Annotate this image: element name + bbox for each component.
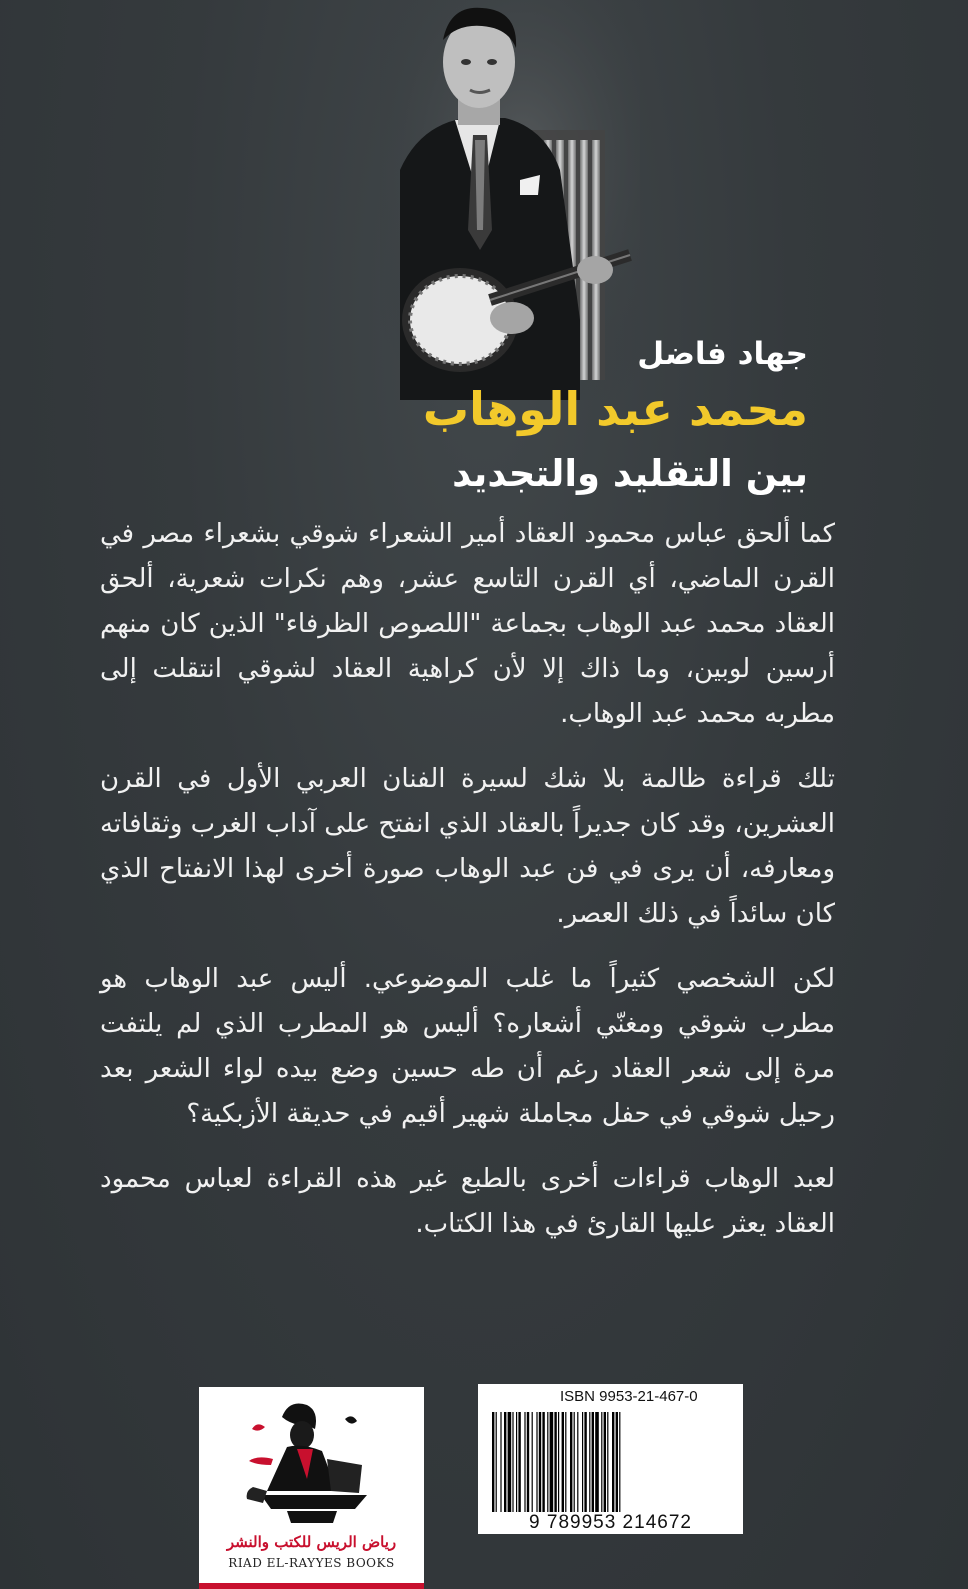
publisher-name-arabic: رياض الريس للكتب والنشر bbox=[226, 1533, 397, 1551]
blurb-text bbox=[100, 512, 835, 1267]
portrait-photo bbox=[380, 0, 640, 400]
publisher-name-latin: RIAD EL-RAYYES BOOKS bbox=[228, 1556, 395, 1570]
blurb-paragraph: كما ألحق عباس محمود العقاد أمير الشعراء شوقي بشعراء مصر في القرن الماضي، أي القرن التاسع عشر، وهم نكرات شعرية، ألحق العقاد محمد عبد الوهاب بجماعة "اللصوص الظرفاء" الذين كان منهم أرسين لوبين، وما ذاك إلا لأن كراهية العقاد لشوقي انتقلت إلى مطربه محمد عبد الوهاب. bbox=[100, 519, 835, 729]
isbn-number: ISBN 9953-21-467-0 bbox=[560, 1388, 698, 1405]
author-name: جهاد فاضل bbox=[637, 336, 808, 372]
barcode-digits: 9 789953 214672 bbox=[529, 1512, 692, 1533]
book-subtitle: بين التقليد والتجديد bbox=[452, 452, 808, 495]
publisher-emblem-icon bbox=[227, 1399, 387, 1529]
publisher-strip bbox=[199, 1583, 424, 1589]
barcode-label bbox=[478, 1384, 743, 1534]
book-title: محمد عبد الوهاب bbox=[422, 382, 808, 436]
blurb-paragraph: لعبد الوهاب قراءات أخرى بالطبع غير هذه القراءة لعباس محمود العقاد يعثر عليها القارئ في هذا الكتاب. bbox=[100, 1164, 835, 1239]
publisher-logo bbox=[199, 1387, 424, 1589]
barcode-icon bbox=[492, 1412, 732, 1512]
blurb-paragraph: لكن الشخصي كثيراً ما غلب الموضوعي. أليس عبد الوهاب هو مطرب شوقي ومغنّي أشعاره؟ أليس هو المطرب الذي لم يلتفت مرة إلى شعر العقاد رغم أن طه حسين وضع بيده لواء الشعر بعد رحيل شوقي في حفل مجاملة شهير أقيم في حديقة الأزبكية؟ bbox=[100, 964, 835, 1129]
blurb-paragraph: تلك قراءة ظالمة بلا شك لسيرة الفنان العربي الأول في القرن العشرين، وقد كان جديراً بالعقاد الذي انفتح على آداب الغرب وثقافاته ومعارفه، أن يرى في فن عبد الوهاب صورة أخرى لهذا الانفتاح الذي كان سائداً في ذلك العصر. bbox=[100, 764, 835, 929]
